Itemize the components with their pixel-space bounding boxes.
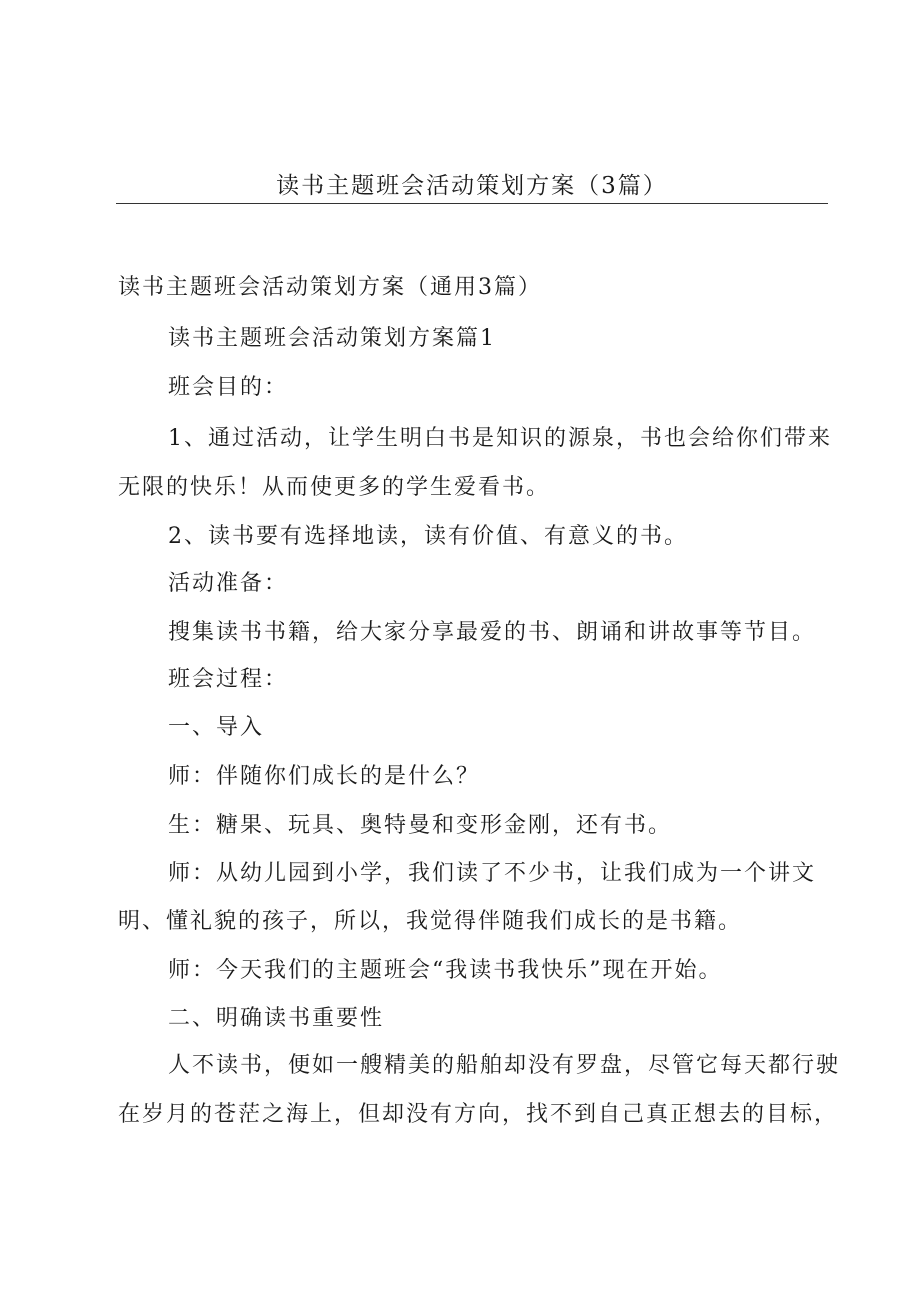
paragraph-line: 一、导入 <box>168 715 265 740</box>
paragraph-line: 搜集读书书籍，给大家分享最爱的书、朗诵和讲故事等节目。 <box>168 620 817 645</box>
document-title: 读书主题班会活动策划方案（3篇） <box>276 173 668 199</box>
paragraph-line: 师：今天我们的主题班会“我读书我快乐”现在开始。 <box>168 958 723 983</box>
paragraph-line: 活动准备： <box>168 571 289 596</box>
document-subtitle: 读书主题班会活动策划方案（通用3篇） <box>118 275 542 300</box>
title-underline <box>116 203 828 204</box>
paragraph-line: 班会目的： <box>168 375 289 400</box>
paragraph-line: 2、读书要有选择地读，读有价值、有意义的书。 <box>168 524 688 549</box>
paragraph-line: 1、通过活动，让学生明白书是知识的源泉，书也会给你们带来 <box>168 426 832 451</box>
paragraph-line: 师：从幼儿园到小学，我们读了不少书，让我们成为一个讲文 <box>168 861 817 886</box>
paragraph-line: 人不读书，便如一艘精美的船舶却没有罗盘，尽管它每天都行驶 <box>168 1053 841 1078</box>
paragraph-line: 师：伴随你们成长的是什么？ <box>168 764 481 789</box>
paragraph-line: 二、明确读书重要性 <box>168 1006 385 1031</box>
paragraph-line: 生：糖果、玩具、奥特曼和变形金刚，还有书。 <box>168 813 673 838</box>
paragraph-line: 无限的快乐！从而使更多的学生爱看书。 <box>118 475 551 500</box>
paragraph-line: 班会过程： <box>168 667 289 692</box>
paragraph-line: 明、懂礼貌的孩子，所以，我觉得伴随我们成长的是书籍。 <box>118 909 743 934</box>
section-heading: 读书主题班会活动策划方案篇1 <box>168 326 496 351</box>
paragraph-line: 在岁月的苍茫之海上，但却没有方向，找不到自己真正想去的目标， <box>118 1102 839 1127</box>
